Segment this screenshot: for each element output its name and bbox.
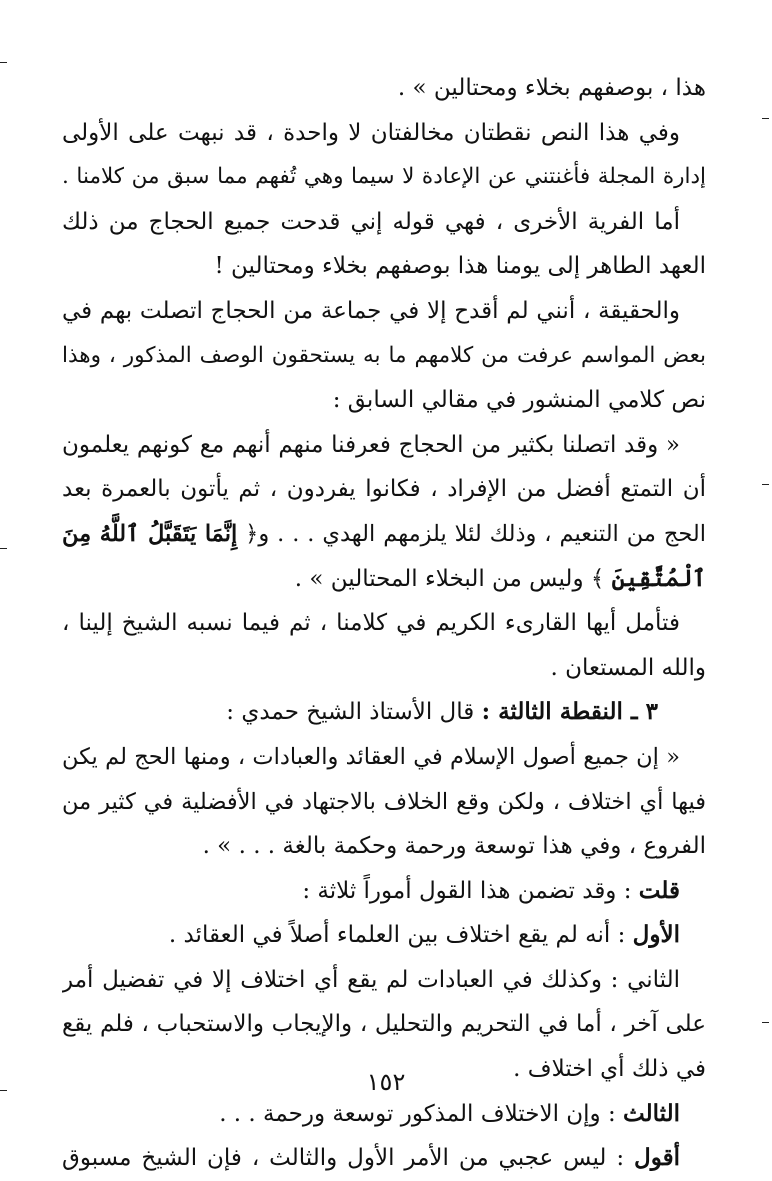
text-line: فتأمل أيها القارىء الكريم في كلامنا ، ثم فيما نسبه الشيخ إلينا ، <box>62 610 680 637</box>
text-line: هذا ، بوصفهم بخلاء ومحتالين » . <box>397 75 706 101</box>
line-text: : أنه لم يقع اختلاف بين العلماء أصلاً في العقائد . <box>168 922 633 949</box>
text-line <box>62 869 706 914</box>
margin-mark <box>0 548 7 549</box>
text-line: نص كلامي المنشور في مقالي السابق : <box>332 387 706 414</box>
text-line: والحقيقة ، أنني لم أقدح إلا في جماعة من الحجاج اتصلت بهم في <box>62 297 680 324</box>
text-line <box>62 1136 706 1181</box>
quran-verse: ٱلْمُتَّقِينَ <box>611 564 706 592</box>
text-line: العهد الطاهر إلى يومنا هذا بوصفهم بخلاء ومحتالين ! <box>214 253 706 280</box>
quote-line: فيها أي اختلاف ، ولكن وقع الخلاف بالاجتهاد في الأفضلية في كثير من <box>62 788 706 815</box>
text-line: أما الفرية الأخرى ، فهي قوله إني قدحت جميع الحجاج من ذلك <box>62 208 680 235</box>
text-line <box>62 1092 706 1137</box>
margin-mark <box>0 1090 7 1091</box>
quote-line <box>62 512 706 557</box>
section-heading-text: قال الأستاذ الشيخ حمدي : <box>226 699 482 726</box>
text-line <box>62 913 706 958</box>
line-text: : وإن الاختلاف المذكور توسعة ورحمة . . . <box>219 1100 624 1127</box>
quote-line: « وقد اتصلنا بكثير من الحجاج فعرفنا منهم أنهم مع كونهم يعلمون <box>62 431 680 458</box>
text-line: الثاني : وكذلك في العبادات لم يقع أي اختلاف إلا في تفضيل أمر <box>62 966 680 993</box>
page-body <box>62 66 706 1181</box>
text-line: وفي هذا النص نقطتان مخالفتان لا واحدة ، قد نبهت على الأولى <box>62 119 680 146</box>
margin-mark <box>0 62 7 63</box>
bold-label: أقول <box>634 1144 680 1172</box>
bold-label: قلت <box>638 876 680 904</box>
quote-line: « إن جميع أصول الإسلام في العقائد والعبادات ، ومنها الحج لم يكن <box>62 743 680 770</box>
margin-mark <box>762 118 769 119</box>
quote-text: ﴾ وليس من البخلاء المحتالين » . <box>294 565 605 592</box>
page-number: ١٥٢ <box>366 1068 406 1096</box>
quote-text: الحج من التنعيم ، وذلك لئلا يلزمهم الهدي . . . و﴿ <box>245 520 706 547</box>
text-line: في ذلك أي اختلاف . <box>513 1056 706 1083</box>
line-text: : ليس عجبي من الأمر الأول والثالث ، فإن الشيخ مسبوق <box>62 1145 635 1172</box>
margin-mark <box>762 1022 769 1023</box>
text-line: إدارة المجلة فأغنتني عن الإعادة لا سيما وهي تُفهم مما سبق من كلامنا . <box>62 164 706 190</box>
quran-verse: إِنَّمَا يَتَقَبَّلُ ٱللَّهُ مِنَ <box>62 520 238 547</box>
text-line: والله المستعان . <box>550 654 706 681</box>
quote-line <box>62 557 706 602</box>
section-heading-line <box>62 690 706 735</box>
text-line: بعض المواسم عرفت من كلامهم ما به يستحقون الوصف المذكور ، وهذا <box>62 342 706 368</box>
quote-line: أن التمتع أفضل من الإفراد ، فكانوا يفردون ، ثم يأتون بالعمرة بعد <box>62 476 706 503</box>
section-heading: ٣ ـ النقطة الثالثة : <box>481 698 658 726</box>
text-line: على آخر ، أما في التحريم والتحليل ، والإيجاب والاستحباب ، فلم يقع <box>62 1011 706 1038</box>
quote-line: الفروع ، وفي هذا توسعة ورحمة وحكمة بالغة . . . » . <box>202 833 706 860</box>
bold-label: الثالث <box>623 1099 680 1127</box>
bold-label: الأول <box>632 921 680 949</box>
margin-mark <box>762 484 769 485</box>
line-text: : وقد تضمن هذا القول أموراً ثلاثة : <box>302 877 639 904</box>
